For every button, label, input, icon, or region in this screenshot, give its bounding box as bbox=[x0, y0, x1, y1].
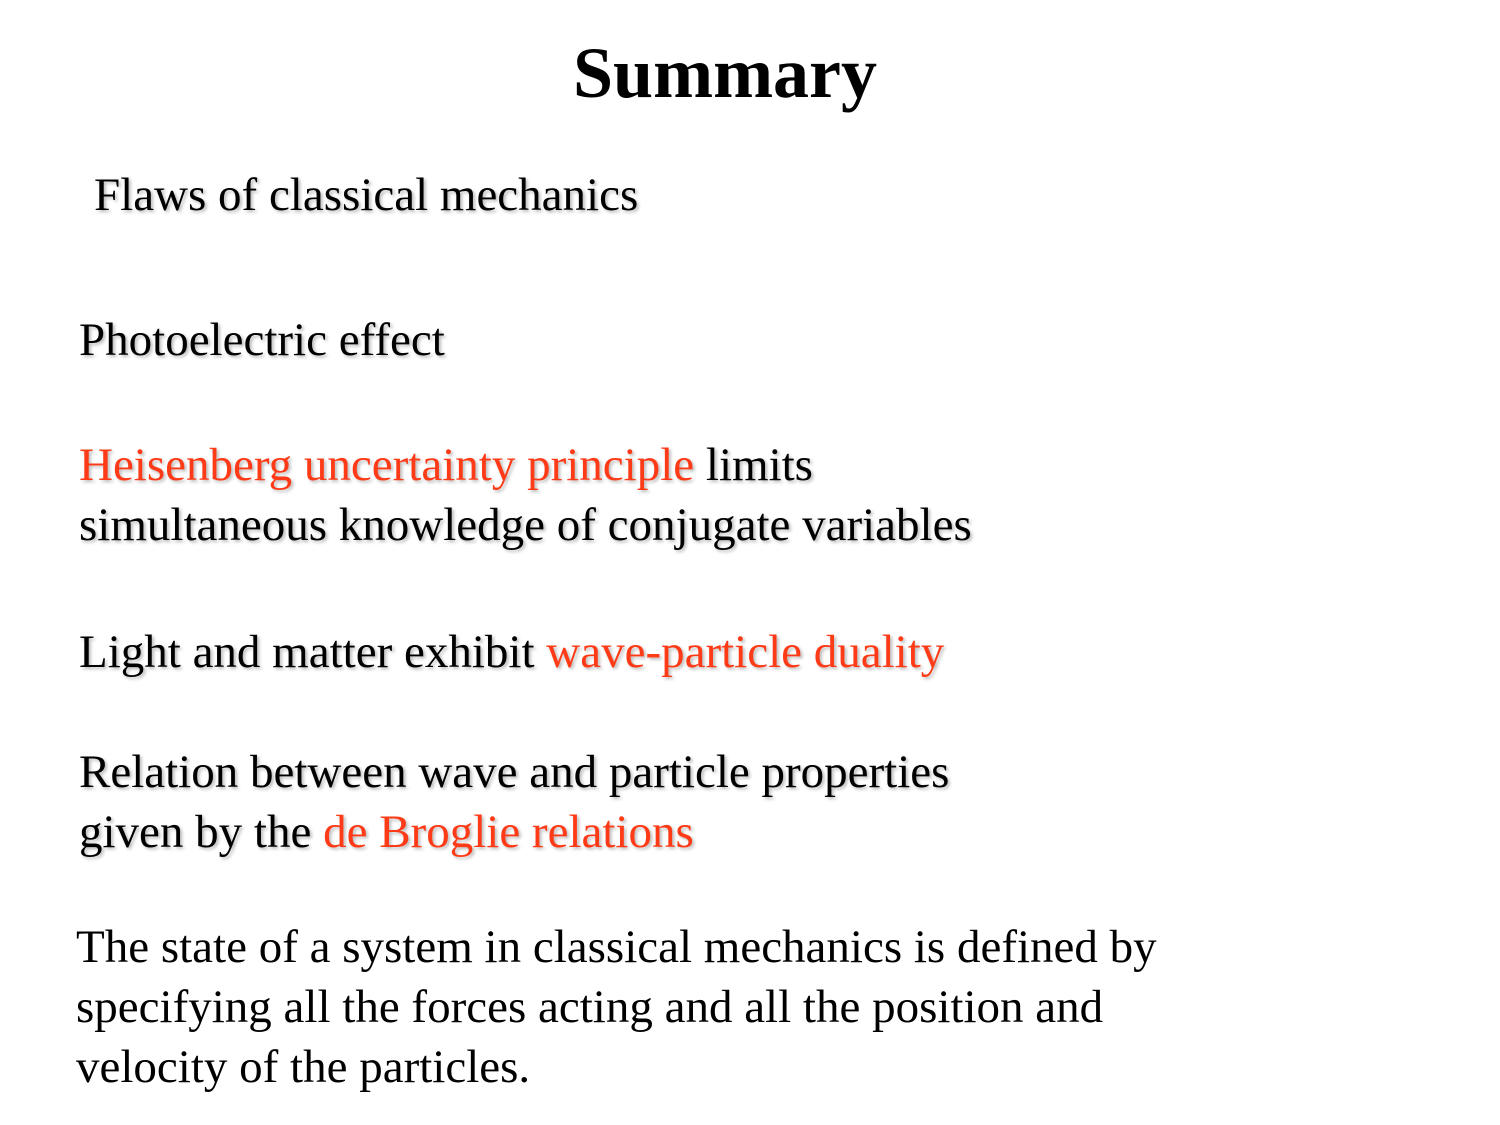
duality-line bbox=[79, 622, 944, 682]
heisenberg-rest: limits bbox=[694, 439, 813, 491]
duality-highlight: wave-particle duality bbox=[546, 626, 945, 678]
slide-title: Summary bbox=[573, 33, 877, 113]
relation-line-1: Relation between wave and particle properties bbox=[79, 746, 950, 798]
heisenberg-line-1 bbox=[79, 435, 813, 495]
heisenberg-line-2: simultaneous knowledge of conjugate variables bbox=[79, 499, 972, 551]
duality-prefix: Light and matter exhibit bbox=[79, 626, 547, 678]
state-line-2: specifying all the forces acting and all the position and bbox=[76, 981, 1104, 1033]
flaws-heading: Flaws of classical mechanics bbox=[94, 169, 639, 221]
relation-line-2 bbox=[79, 802, 694, 862]
relation-prefix: given by the bbox=[79, 806, 324, 858]
state-line-3: velocity of the particles. bbox=[76, 1041, 531, 1093]
debroglie-highlight: de Broglie relations bbox=[323, 806, 694, 858]
state-line-1: The state of a system in classical mechanics is defined by bbox=[76, 921, 1157, 973]
heisenberg-highlight: Heisenberg uncertainty principle bbox=[79, 439, 695, 491]
photoelectric-item: Photoelectric effect bbox=[79, 314, 445, 366]
